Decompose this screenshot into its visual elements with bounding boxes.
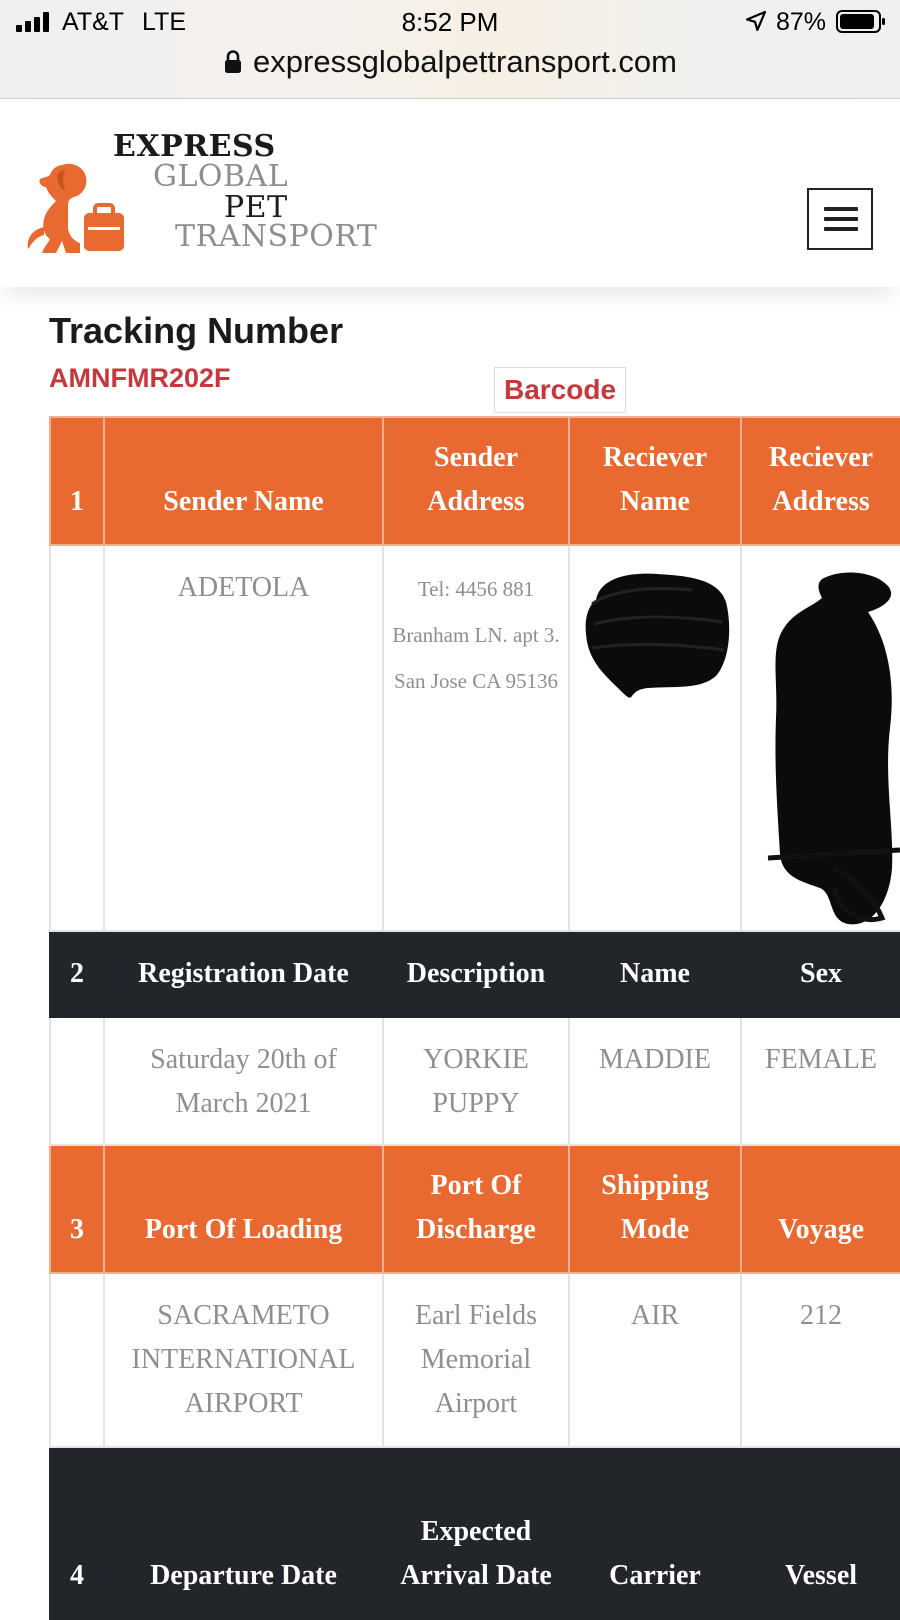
header-cell: Expected Arrival Date xyxy=(383,1447,569,1619)
barcode-label: Barcode xyxy=(503,374,617,405)
value-cell: 212 xyxy=(741,1273,900,1447)
table-header-row xyxy=(50,1447,900,1619)
empty-cell xyxy=(50,1273,104,1447)
header-cell: Vessel xyxy=(741,1447,900,1619)
tracking-title: Tracking Number xyxy=(49,310,344,351)
section-number: 4 xyxy=(50,1447,104,1619)
carrier-label: AT&T xyxy=(62,8,125,36)
section-number: 1 xyxy=(50,417,104,545)
url-text[interactable]: expressglobalpettransport.com xyxy=(253,44,677,79)
table-value-row xyxy=(50,545,900,931)
header-cell: Voyage xyxy=(741,1145,900,1273)
tracking-number: AMNFMR202F xyxy=(49,363,231,393)
status-bar xyxy=(0,0,900,44)
value-cell-redacted xyxy=(741,545,900,931)
logo-text-transport: TRANSPORT xyxy=(175,219,378,254)
table-header-row xyxy=(50,1145,900,1273)
table-value-row xyxy=(50,1273,900,1447)
battery-percent: 87% xyxy=(776,8,827,36)
header-cell: Port Of Discharge xyxy=(383,1145,569,1273)
table-header-row xyxy=(50,417,900,545)
address-bar[interactable] xyxy=(0,42,900,86)
value-cell: AIR xyxy=(569,1273,741,1447)
location-arrow-icon xyxy=(744,9,768,33)
redaction-scribble-image xyxy=(764,568,900,930)
value-cell: FEMALE xyxy=(741,1017,900,1145)
header-cell: Reciever Name xyxy=(569,417,741,545)
header-cell: Departure Date xyxy=(104,1447,383,1619)
section-number: 2 xyxy=(50,931,104,1017)
header-cell: Name xyxy=(569,931,741,1017)
empty-cell xyxy=(50,1017,104,1145)
hamburger-menu-button[interactable] xyxy=(807,188,873,250)
battery-icon xyxy=(836,10,886,33)
header-cell: Sender Name xyxy=(104,417,383,545)
value-cell: YORKIE PUPPY xyxy=(383,1017,569,1145)
value-cell-redacted xyxy=(569,545,741,931)
section-number: 3 xyxy=(50,1145,104,1273)
empty-cell xyxy=(50,545,104,931)
header-cell: Reciever Address xyxy=(741,417,900,545)
header-cell: Sender Address xyxy=(383,417,569,545)
header-cell: Sex xyxy=(741,931,900,1017)
logo-text-global: GLOBAL xyxy=(153,159,289,194)
value-cell: SACRAMETO INTERNATIONAL AIRPORT xyxy=(104,1273,383,1447)
lock-icon xyxy=(223,49,243,75)
header-cell: Port Of Loading xyxy=(104,1145,383,1273)
header-cell: Registration Date xyxy=(104,931,383,1017)
header-cell: Carrier xyxy=(569,1447,741,1619)
value-cell: Saturday 20th of March 2021 xyxy=(104,1017,383,1145)
barcode-image-placeholder xyxy=(494,367,626,413)
pet-luggage-logo-icon xyxy=(22,157,134,257)
table-value-row xyxy=(50,1017,900,1145)
redaction-scribble-image xyxy=(582,564,732,706)
browser-chrome xyxy=(0,0,900,99)
header-cell: Description xyxy=(383,931,569,1017)
header-cell: Shipping Mode xyxy=(569,1145,741,1273)
site-header xyxy=(0,99,900,287)
network-type-label: LTE xyxy=(142,8,186,36)
table-header-row xyxy=(50,931,900,1017)
value-cell: Earl Fields Memorial Airport xyxy=(383,1273,569,1447)
value-cell: ADETOLA xyxy=(104,545,383,931)
tracking-details-table xyxy=(49,416,900,1620)
value-cell: Tel: 4456 881 Branham LN. apt 3. San Jose CA 95136 xyxy=(383,545,569,931)
logo-text-express: EXPRESS xyxy=(113,129,276,164)
logo-text-pet: PET xyxy=(224,190,288,225)
status-time: 8:52 PM xyxy=(401,7,499,37)
value-cell: MADDIE xyxy=(569,1017,741,1145)
